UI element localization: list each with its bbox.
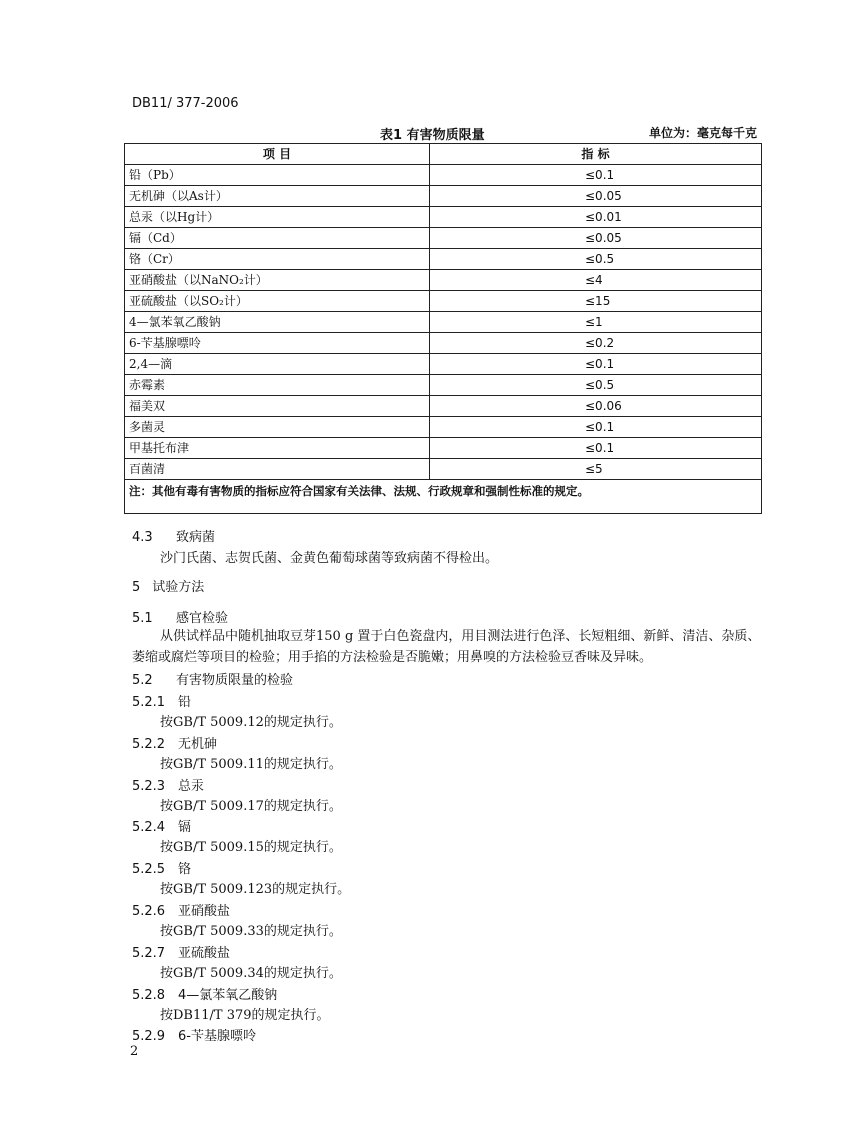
subsection-heading [132,984,277,1003]
table-row [125,228,762,249]
subsection-heading [132,733,217,752]
harmful-substances-table [124,143,762,514]
table-cell-item: 福美双 [125,396,430,417]
table-cell-item: 亚硫酸盐（以SO₂计） [125,291,430,312]
table-cell-value: ≤0.06 [430,396,762,417]
subsection-text: 按GB/T 5009.34的规定执行。 [160,965,342,981]
table-cell-value: ≤0.5 [430,375,762,396]
section-title: 感官检验 [176,611,229,626]
table-row [125,375,762,396]
table-row [125,165,762,186]
subsection-number: 5.2.8 [132,987,166,1003]
subsection-heading [132,691,191,710]
subsection-heading [132,816,191,835]
subsection-title: 亚硝酸盐 [178,904,231,919]
subsection-heading [132,1025,256,1044]
table-cell-value: ≤0.01 [430,207,762,228]
subsection-heading [132,775,204,794]
table-row [125,270,762,291]
section-number: 5 [132,580,141,595]
subsection-text: 按GB/T 5009.15的规定执行。 [160,840,342,856]
table-row [125,291,762,312]
subsection-title: 6-苄基腺嘌呤 [178,1029,256,1045]
table-cell-value: ≤0.1 [430,165,762,186]
table-row [125,438,762,459]
subsection-number: 5.2.3 [132,778,166,794]
table-caption: 表1 有害物质限量 [380,128,485,143]
section-5-heading [132,576,204,595]
subsection-title: 4—氯苯氧乙酸钠 [178,987,278,1003]
subsection-number: 5.2.2 [132,736,166,752]
table-cell-item: 总汞（以Hg计） [125,207,430,228]
table-row [125,333,762,354]
table-row [125,312,762,333]
subsection-text: 按GB/T 5009.11的规定执行。 [160,756,342,772]
table-row [125,417,762,438]
table-row [125,459,762,480]
subsection-number: 5.2.4 [132,820,166,836]
subsection-number: 5.2.7 [132,945,166,961]
document-code: DB11/ 377-2006 [132,96,239,111]
table-header-row [125,144,762,165]
table-row [125,207,762,228]
table-cell-item: 2,4—滴 [125,354,430,375]
subsection-title: 亚硫酸盐 [178,945,231,961]
table-cell-item: 铬（Cr） [125,249,430,270]
table-cell-value: ≤5 [430,459,762,480]
table-cell-item: 亚硝酸盐（以NaNO₂计） [125,270,430,291]
table-cell-value: ≤0.05 [430,228,762,249]
section-title: 有害物质限量的检验 [176,673,294,688]
subsection-heading [132,858,191,877]
subsection-text: 按GB/T 5009.17的规定执行。 [160,798,342,814]
section-number: 4.3 [132,530,153,545]
table-cell-item: 铅（Pb） [125,165,430,186]
table-cell-item: 百菌清 [125,459,430,480]
table-cell-item: 多菌灵 [125,417,430,438]
table-row [125,249,762,270]
section-number: 5.2 [132,673,153,688]
table-row [125,396,762,417]
subsection-title: 镉 [178,820,192,836]
section-5-2-heading [132,669,293,688]
subsection-number: 5.2.5 [132,862,166,878]
table-unit: 单位为：毫克每千克 [649,126,758,140]
subsection-title: 总汞 [178,778,205,794]
column-header-item: 项 目 [125,144,430,165]
table-cell-item: 镉（Cd） [125,228,430,249]
subsection-heading [132,900,230,919]
section-5-1-heading [132,607,228,626]
subsection-title: 铅 [178,695,192,710]
table-cell-value: ≤0.1 [430,417,762,438]
subsection-text: 按GB/T 5009.12的规定执行。 [160,715,342,730]
table-cell-item: 甲基托布津 [125,438,430,459]
table-cell-item: 4—氯苯氧乙酸钠 [125,312,430,333]
table-cell-item: 无机砷（以As计） [125,186,430,207]
table-cell-item: 6-苄基腺嘌呤 [125,333,430,354]
table-cell-value: ≤0.5 [430,249,762,270]
table-cell-item: 赤霉素 [125,375,430,396]
table-cell-value: ≤0.1 [430,354,762,375]
table-cell-value: ≤15 [430,291,762,312]
section-4-3-text: 沙门氏菌、志贺氏菌、金黄色葡萄球菌等致病菌不得检出。 [160,551,499,566]
subsection-title: 铬 [178,862,192,878]
table-cell-value: ≤1 [430,312,762,333]
table-cell-value: ≤0.2 [430,333,762,354]
section-number: 5.1 [132,611,153,626]
section-title: 致病菌 [176,530,216,545]
subsection-number: 5.2.9 [132,1029,166,1045]
subsection-heading [132,942,230,961]
section-5-1-text: 从供试样品中随机抽取豆芽150 g 置于白色瓷盘内，用目测法进行色泽、长短粗细、新鲜、清洁、杂质、萎缩或腐烂等项目的检验；用手掐的方法检验是否脆嫩；用鼻嗅的方法检验豆香味及异味。 [132,629,761,665]
subsection-number: 5.2.1 [132,695,166,710]
subsection-title: 无机砷 [178,736,218,752]
subsection-text: 按GB/T 5009.33的规定执行。 [160,924,342,939]
table-row [125,186,762,207]
section-4-3-heading [132,526,215,545]
table-note: 注：其他有毒有害物质的指标应符合国家有关法律、法规、行政规章和强制性标准的规定。 [125,480,762,514]
subsection-number: 5.2.6 [132,904,166,919]
subsection-text: 按GB/T 5009.123的规定执行。 [160,882,351,898]
table-body [125,165,762,480]
table-cell-value: ≤0.1 [430,438,762,459]
table-note-row [125,480,762,514]
page-number: 2 [130,1044,139,1059]
table-row [125,354,762,375]
column-header-value: 指 标 [430,144,762,165]
subsection-text: 按DB11/T 379的规定执行。 [160,1007,330,1023]
table-cell-value: ≤4 [430,270,762,291]
section-title: 试验方法 [152,580,205,595]
table-cell-value: ≤0.05 [430,186,762,207]
